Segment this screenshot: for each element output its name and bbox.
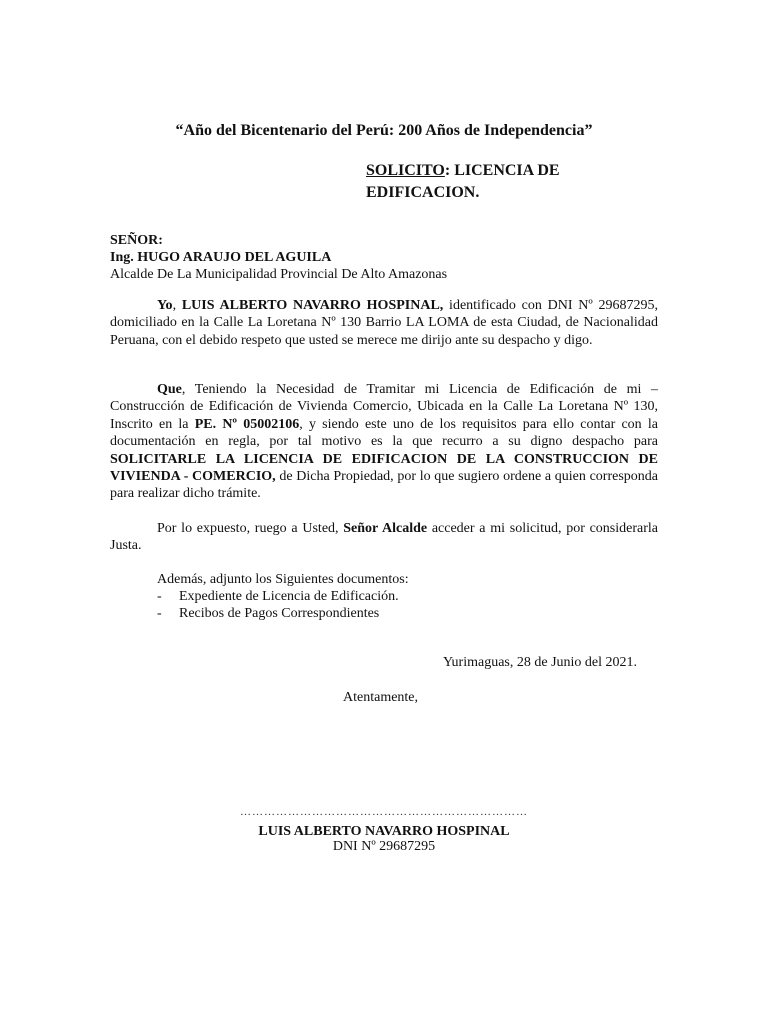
subject-text-line2: EDIFICACION.	[366, 184, 480, 201]
signature-name: LUIS ALBERTO NAVARRO HOSPINAL	[258, 824, 510, 839]
paragraph-introduction	[110, 297, 658, 349]
recipient-name: Ing. HUGO ARAUJO DEL AGUILA	[110, 250, 332, 265]
intro-lead: Yo	[157, 298, 173, 313]
closing: Atentamente,	[343, 690, 419, 705]
subject-block	[366, 160, 666, 204]
recipient-salutation: SEÑOR:	[110, 233, 163, 248]
intro-sep: ,	[172, 298, 182, 313]
request-bold-text: SOLICITARLE LA LICENCIA DE EDIFICACION DE LA CONSTRUCCION DE VIVIENDA - COMERCIO,	[110, 451, 658, 485]
subject-separator: :	[444, 162, 451, 179]
attachment-item-2: Recibos de Pagos Correspondientes	[179, 606, 380, 621]
bullet-dash: -	[157, 606, 162, 621]
conclusion-bold: Señor Alcalde	[343, 521, 428, 536]
intro-name: LUIS ALBERTO NAVARRO HOSPINAL,	[181, 298, 444, 313]
list-item	[157, 605, 379, 622]
request-part2: , y siendo este uno de los requisitos para ello contar con la documentación en regla, por tal motivo es la que recurro a su digno despacho para	[110, 416, 658, 450]
conclusion-part1: Por lo expuesto, ruego a Usted,	[157, 521, 344, 536]
bullet-dash: -	[157, 589, 162, 604]
subject-keyword: SOLICITO	[366, 162, 445, 179]
signature-dni: DNI Nº 29687295	[332, 839, 436, 854]
attachments-intro: Además, adjunto los Siguientes documentos:	[157, 572, 409, 587]
request-part3: de Dicha Propiedad, por lo que sugiero ordene a quien corresponda para realizar dicho trámite.	[110, 469, 658, 502]
recipient-title: Alcalde De La Municipalidad Provincial De Alto Amazonas	[110, 267, 448, 282]
paragraph-conclusion	[110, 520, 658, 555]
subject-text-line1: LICENCIA DE	[450, 162, 560, 179]
request-lead: Que	[157, 382, 182, 397]
request-part1: , Teniendo la Necesidad de Tramitar mi Licencia de Edificación de mi – Construcción de Edificación de Vivienda Comercio, Ubicada en la Calle La Loretana Nº 130, Inscrito en la	[110, 382, 658, 432]
conclusion-part2: acceder a mi solicitud, por considerarla Justa.	[110, 521, 658, 554]
attachment-item-1: Expediente de Licencia de Edificación.	[179, 589, 399, 604]
signature-line: ………………………………………………………………	[240, 806, 528, 818]
intro-rest: identificado con DNI Nº 29687295, domiciliado en la Calle La Loretana Nº 130 Barrio LA LOMA de esta Ciudad, de Nacionalidad Peruana, con el debido respeto que usted se merece me dirijo ante su despacho y digo.	[110, 298, 658, 348]
list-item	[157, 588, 399, 605]
paragraph-request	[110, 381, 658, 503]
year-motto: “Año del Bicentenario del Perú: 200 Años de Independencia”	[175, 122, 593, 139]
place-date: Yurimaguas, 28 de Junio del 2021.	[443, 655, 638, 670]
request-pe-number: PE. Nº 05002106	[194, 416, 300, 432]
